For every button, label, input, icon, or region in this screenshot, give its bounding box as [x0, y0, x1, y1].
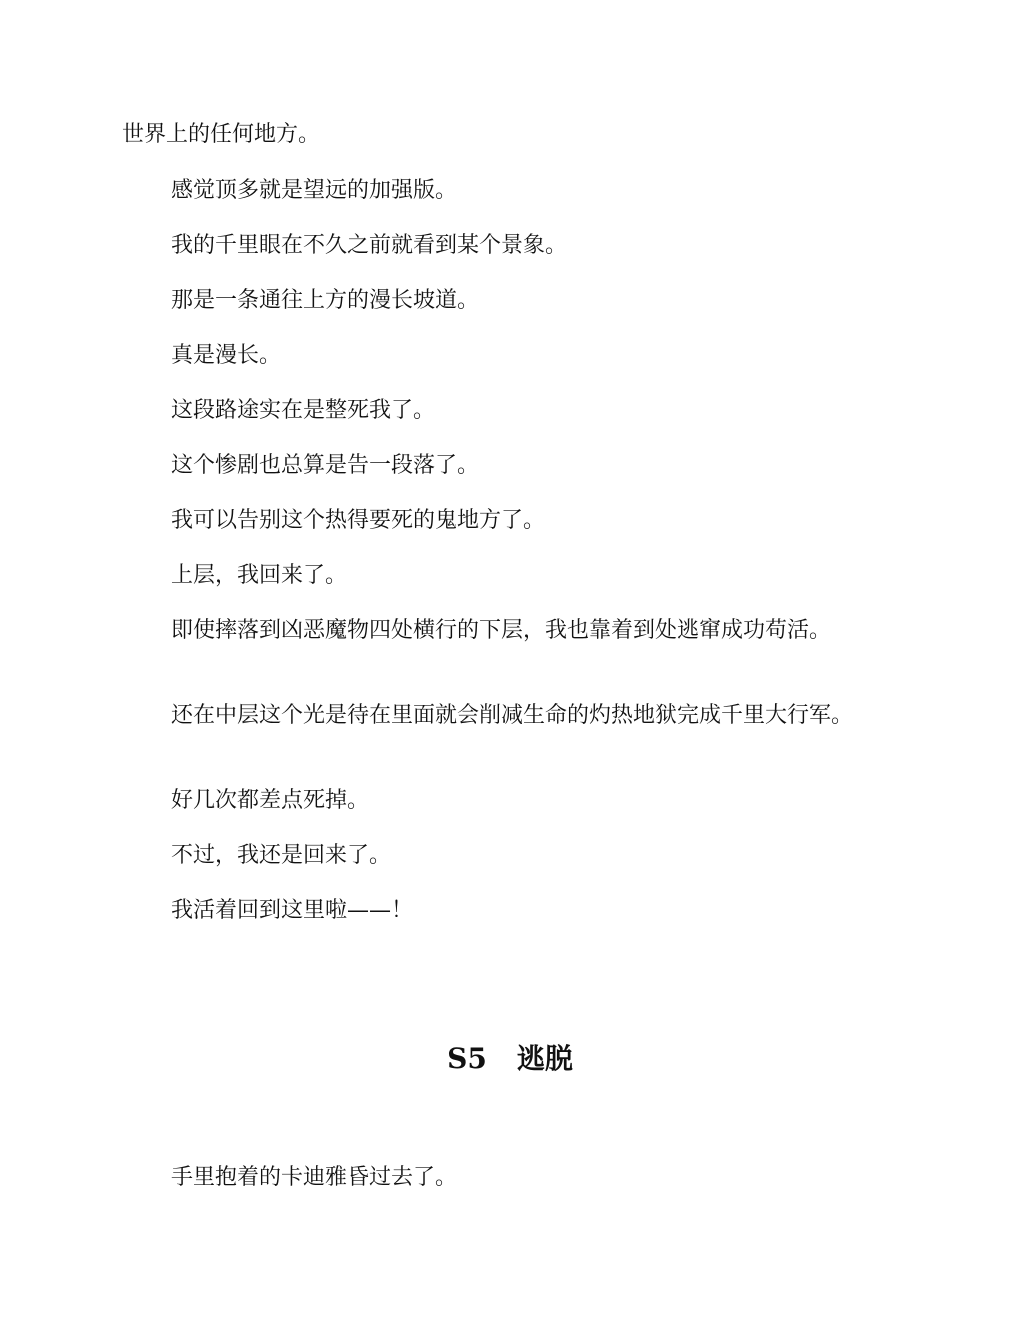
- paragraph: 我可以告别这个热得要死的鬼地方了。: [171, 508, 546, 533]
- paragraph: 不过，我还是回来了。: [171, 843, 392, 868]
- chapter-title: 逃脱: [516, 1042, 573, 1075]
- paragraph: 即使摔落到凶恶魔物四处横行的下层，我也靠着到处逃窜成功苟活。: [171, 618, 832, 643]
- chapter-number: S5: [447, 1042, 487, 1075]
- paragraph: 还在中层这个光是待在里面就会削减生命的灼热地狱完成千里大行军。: [171, 703, 854, 728]
- paragraph: 我的千里眼在不久之前就看到某个景象。: [171, 233, 568, 258]
- paragraph: 这段路途实在是整死我了。: [171, 398, 436, 423]
- paragraph: 感觉顶多就是望远的加强版。: [171, 178, 458, 203]
- paragraph: 我活着回到这里啦——！: [171, 898, 414, 923]
- paragraph: 这个惨剧也总算是告一段落了。: [171, 453, 480, 478]
- paragraph: 真是漫长。: [171, 343, 282, 368]
- paragraph: 手里抱着的卡迪雅昏过去了。: [171, 1165, 458, 1190]
- paragraph: 上层，我回来了。: [171, 563, 348, 588]
- paragraph: 好几次都差点死掉。: [171, 788, 370, 813]
- paragraph: 那是一条通往上方的漫长坡道。: [171, 288, 480, 313]
- chapter-heading: [0, 1040, 1020, 1078]
- paragraph: 世界上的任何地方。: [122, 122, 321, 147]
